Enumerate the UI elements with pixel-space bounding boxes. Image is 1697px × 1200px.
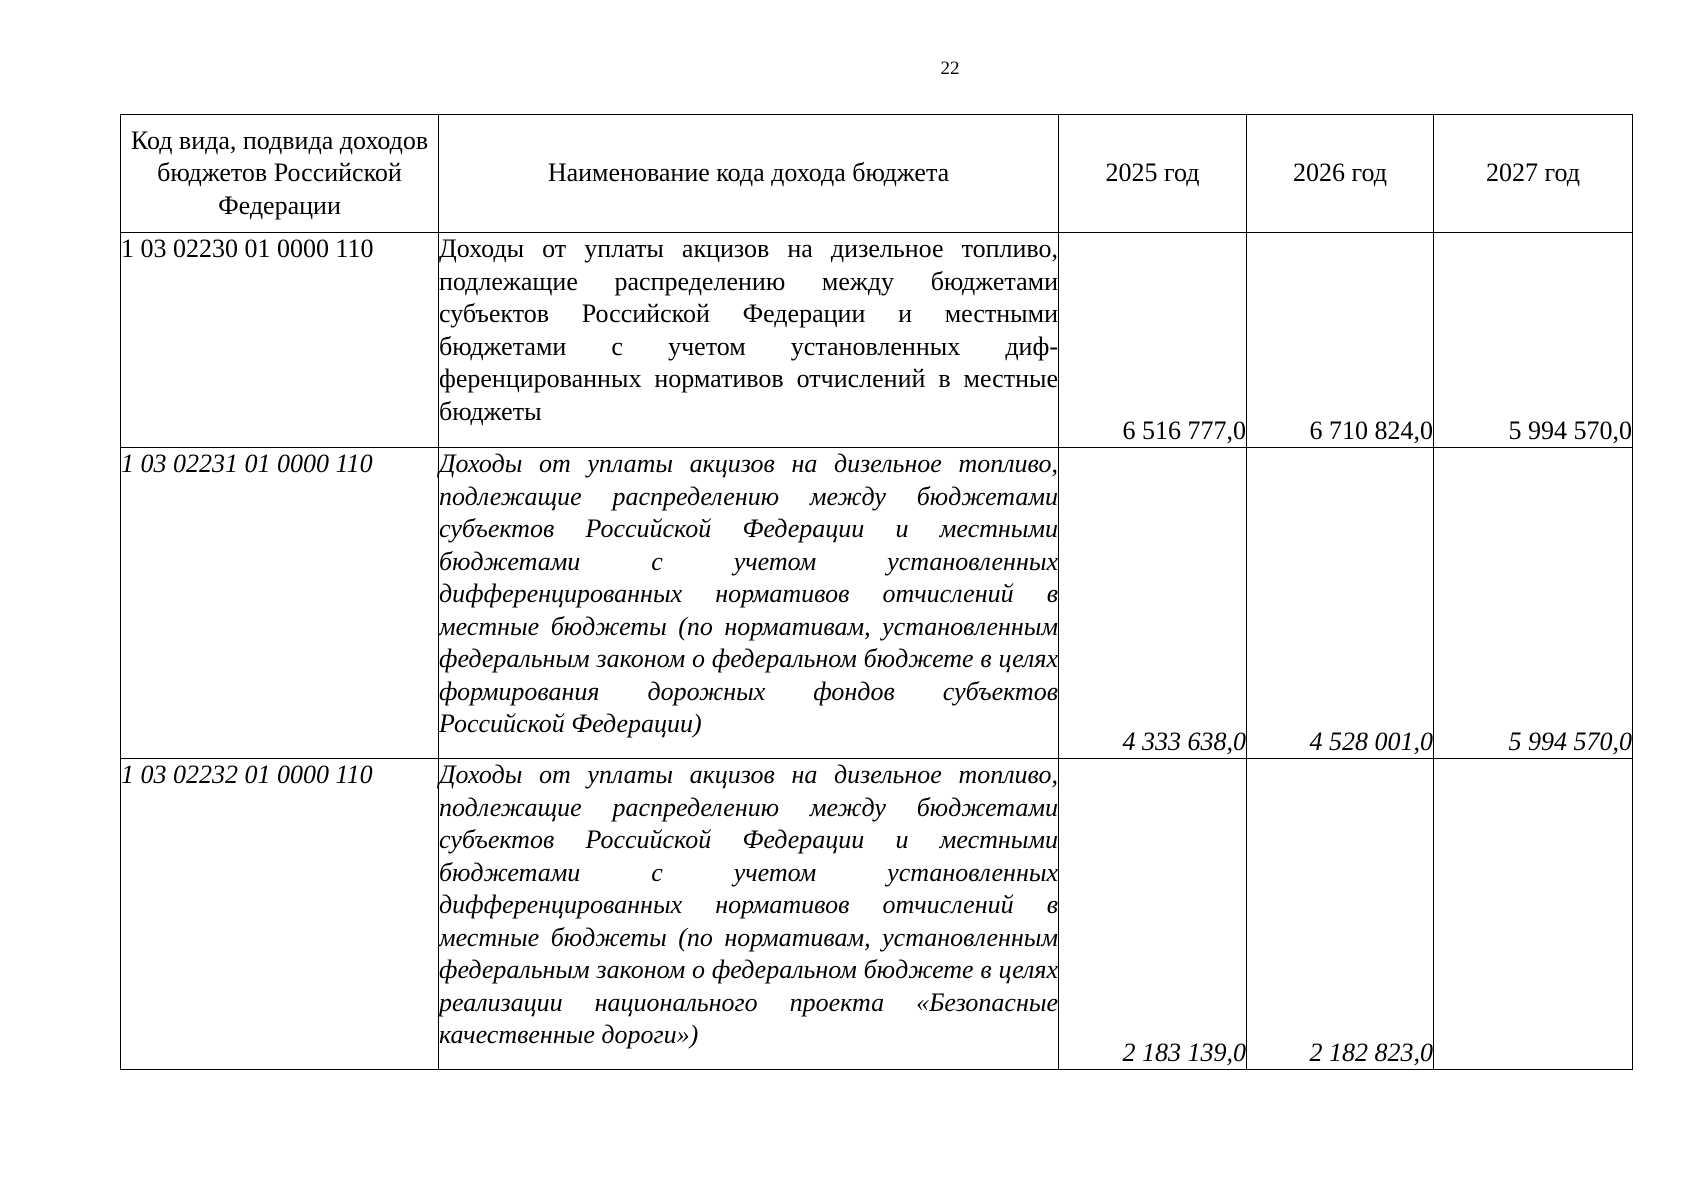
row-name: Доходы от уплаты акцизов на дизельное топливо, подлежащие распределению между бюджетами субъектов Российской Федерации и местными бюджетами с учетом установленных дифференцированных нормативов отчислений в местные бюджеты (по нормативам, установленным федеральным законом о федеральном бюджете в целях формирования дорожных фондов субъектов Российской Федерации) [439,448,1059,759]
row-value-2026: 2 182 823,0 [1247,759,1434,1070]
row-code: 1 03 02230 01 0000 110 [121,233,439,448]
header-name: Наименование кода дохода бюджета [439,115,1059,233]
header-code: Код вида, подвида доходов бюджетов Российской Федерации [121,115,439,233]
row-value-2025: 6 516 777,0 [1059,233,1247,448]
budget-revenue-table [120,114,1633,1070]
row-value-2025: 4 333 638,0 [1059,448,1247,759]
row-code: 1 03 02232 01 0000 110 [121,759,439,1070]
table-header-row [121,115,1633,233]
table-row [121,233,1633,448]
row-code: 1 03 02231 01 0000 110 [121,448,439,759]
header-year-2026: 2026 год [1247,115,1434,233]
header-year-2027: 2027 год [1434,115,1633,233]
row-value-2025: 2 183 139,0 [1059,759,1247,1070]
header-year-2025: 2025 год [1059,115,1247,233]
table-row [121,448,1633,759]
row-value-2027: 5 994 570,0 [1434,448,1633,759]
row-value-2027: 5 994 570,0 [1434,233,1633,448]
row-value-2026: 6 710 824,0 [1247,233,1434,448]
row-value-2026: 4 528 001,0 [1247,448,1434,759]
row-value-2027 [1434,759,1633,1070]
table-row [121,759,1633,1070]
row-name: Доходы от уплаты акцизов на дизельное топливо, подлежащие распределению между бюджетами субъектов Российской Федерации и местными бюджетами с учетом установленных дифференцированных нормативов отчислений в местные бюджеты (по нормативам, установленным федеральным законом о федеральном бюджете в целях реализации национального проекта «Безопасные качественные дороги») [439,759,1059,1070]
row-name: Доходы от уплаты акцизов на дизельное топливо, подлежащие распределению между бюджетами субъектов Российской Федерации и местными бюджетами с учетом установленных дифференцированных нормативов отчислений в местные бюджеты [439,233,1059,448]
page-number: 22 [940,58,960,79]
